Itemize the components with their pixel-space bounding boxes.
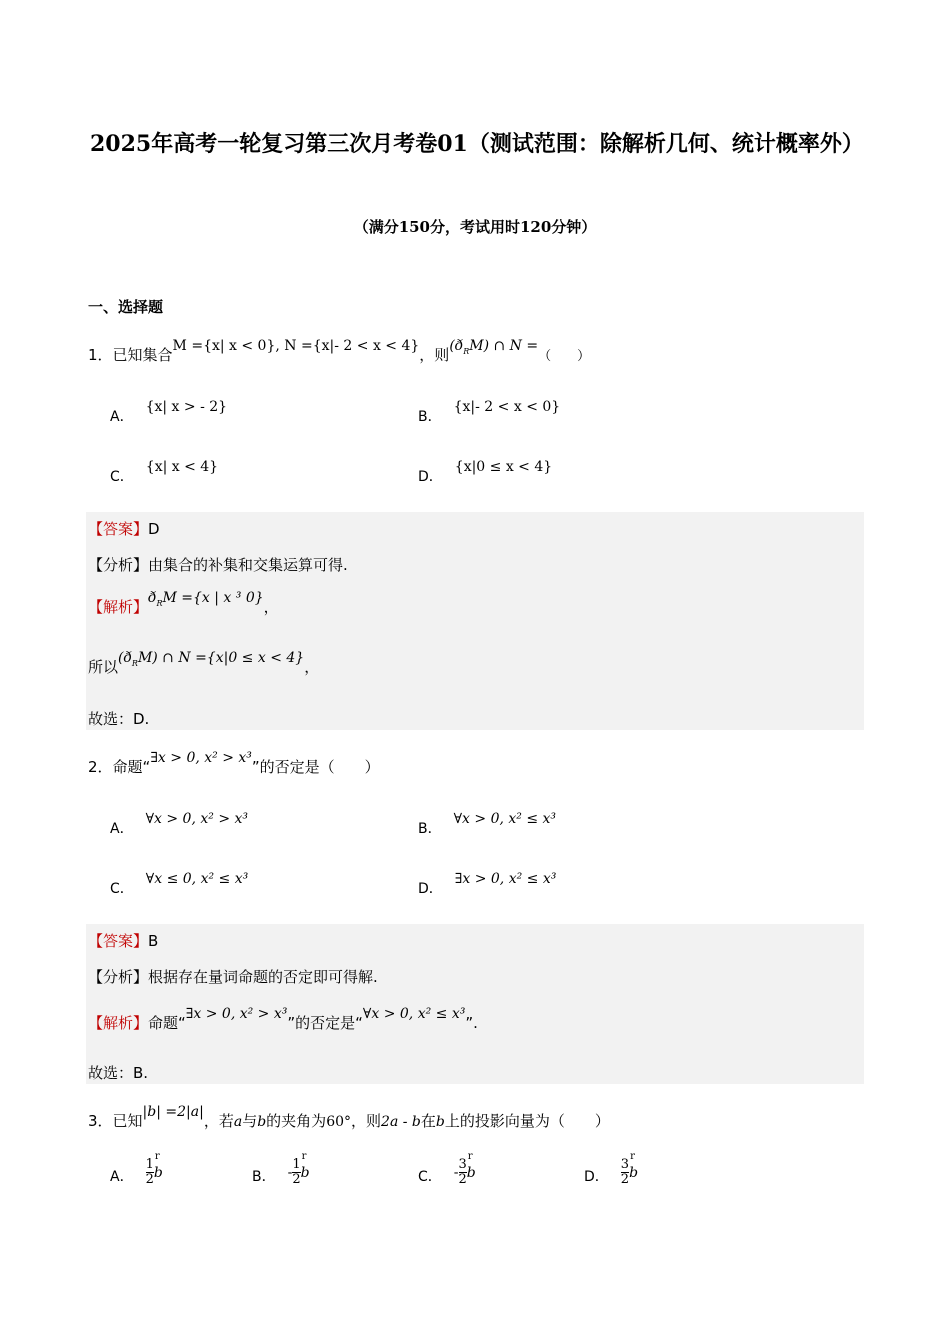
- q3-option-c[interactable]: C． - $\frac{3}{2}$ r b: [418, 1158, 476, 1187]
- q1-option-d[interactable]: D．{x|0 ≤ x < 4}: [418, 459, 553, 485]
- q1-analysis: 【分析】由集合的补集和交集运算可得.: [88, 556, 348, 574]
- q2-solution: 【解析】命题“∃x > 0, x² > x³”的否定是“∀x > 0, x² ≤ x³”.: [88, 1006, 478, 1032]
- q1-option-b[interactable]: B．{x|- 2 < x < 0}: [418, 399, 561, 425]
- page-subtitle: （满分150分，考试用时120分钟）: [353, 218, 597, 236]
- section-heading: 一、选择题: [88, 298, 164, 316]
- q2-option-b[interactable]: B．∀x > 0, x² ≤ x³: [418, 811, 557, 837]
- q3-option-a[interactable]: A． $\frac{1}{2}$ r b: [110, 1158, 163, 1187]
- q2-option-d[interactable]: D．∃x > 0, x² ≤ x³: [418, 871, 557, 897]
- q2-answer-box: [86, 924, 864, 1084]
- question-3-stem: 3．已知|b| =2|a|，若a与b的夹角为60°，则2a - b在b上的投影向量为（ ）: [88, 1104, 610, 1130]
- q3-option-b[interactable]: B． - $\frac{1}{2}$ r b: [252, 1158, 310, 1187]
- q2-answer: 【答案】B: [88, 932, 159, 950]
- q1-solution: 【解析】$ð_RM =\{x$ | x ³ 0}，: [88, 590, 279, 616]
- q1-answer-box: [86, 512, 864, 730]
- q1-option-a[interactable]: A．{x| x > - 2}: [110, 399, 228, 425]
- q2-option-a[interactable]: A．∀x > 0, x² > x³: [110, 811, 249, 837]
- q2-analysis: 【分析】根据存在量词命题的否定即可得解.: [88, 968, 378, 986]
- q3-option-d[interactable]: D． $\frac{3}{2}$ r b: [584, 1158, 638, 1187]
- q1-answer: 【答案】D: [88, 520, 160, 538]
- question-2-stem: 2．命题“∃x > 0, x² > x³”的否定是（ ）: [88, 750, 380, 776]
- question-1-stem: 1．已知集合M ={x| x < 0}, N ={x|- 2 < x < 4}，则$(ð_RM)$ ∩ N =（ ）: [88, 338, 591, 364]
- page-title: 2025年高考一轮复习第三次月考卷01（测试范围：除解析几何、统计概率外）: [90, 131, 864, 157]
- q1-solution-result: 所以$(ð_RM)$ ∩ N ={x|0 ≤ x < 4}，: [88, 650, 320, 676]
- q1-choice: 故选：D.: [88, 710, 150, 728]
- q1-option-c[interactable]: C．{x| x < 4}: [110, 459, 219, 485]
- q2-choice: 故选：B.: [88, 1064, 149, 1082]
- q2-option-c[interactable]: C．∀x ≤ 0, x² ≤ x³: [110, 871, 249, 897]
